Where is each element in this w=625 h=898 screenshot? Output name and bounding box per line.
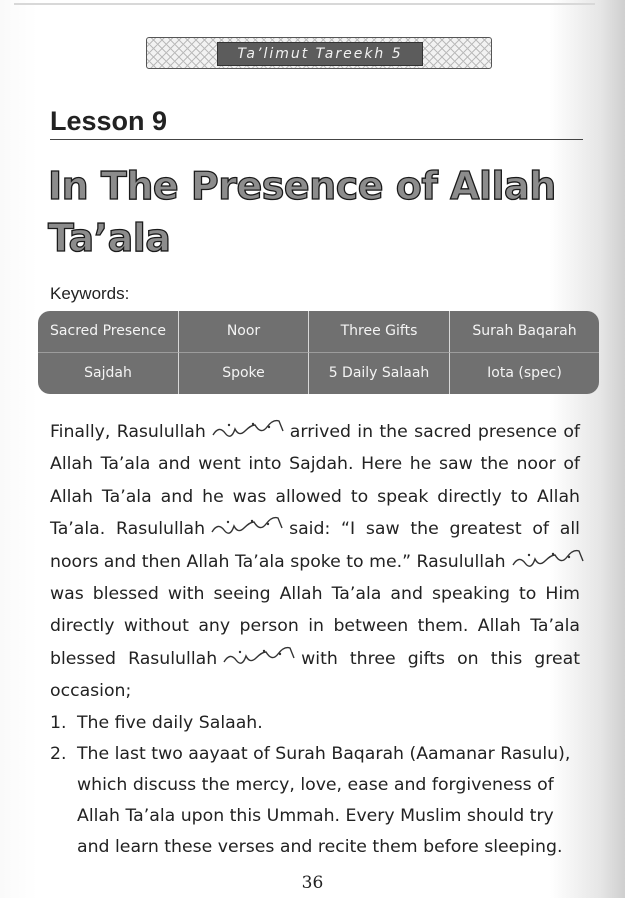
body-line: Allah Ta’ala and went into Sajdah. Here he saw the noor of [50, 454, 580, 475]
saw-calligraphy-icon [208, 516, 286, 538]
keyword-cell: Sajdah [38, 353, 179, 395]
body-line: blessed Rasulullah with three gifts on this great [50, 643, 580, 675]
keyword-cell: Surah Baqarah [450, 311, 599, 353]
body-line: Finally, Rasulullah arrived in the sacred presence of [50, 416, 580, 448]
keyword-cell: Spoke [179, 353, 309, 395]
list-item [50, 739, 580, 863]
keyword-cell: Iota (spec) [487, 365, 562, 382]
keyword-cell: Noor [179, 311, 309, 353]
keywords-label: Keywords: [50, 284, 130, 303]
list-item [50, 708, 580, 739]
body-line: noors and then Allah Ta’ala spoke to me.” Rasulullah [50, 546, 580, 578]
body-line: Ta’ala. Rasulullah said: “I saw the greatest of all [50, 513, 580, 545]
lesson-title-line-2: Ta’ala [48, 216, 171, 260]
header-banner [146, 37, 492, 69]
keyword-cell: Sacred Presence [38, 311, 179, 353]
lesson-title-line-1: In The Presence of Allah [48, 164, 556, 208]
page-number: 36 [301, 873, 324, 893]
lesson-body-paragraph [50, 416, 580, 708]
body-line: directly without any person in between them. Allah Ta’ala [50, 616, 580, 637]
lesson-title [48, 160, 588, 264]
keywords-table [38, 311, 599, 394]
body-line: was blessed with seeing Allah Ta’ala and speaking to Him [50, 584, 580, 605]
list-item-number: 1. [50, 713, 67, 733]
keyword-cell: 5 Daily Salaah [309, 353, 450, 395]
page-top-edge [14, 3, 595, 5]
lesson-number: Lesson 9 [50, 106, 168, 136]
keyword-cell: Three Gifts [309, 311, 450, 353]
saw-calligraphy-icon [509, 549, 587, 571]
body-line: Allah Ta’ala and he was allowed to speak directly to Allah [50, 486, 580, 507]
gifts-list [50, 708, 580, 863]
list-item-text: The last two aayaat of Surah Baqarah (Aamanar Rasulu), which discuss the mercy, love, ease and forgiveness of Allah Ta’ala upon this Ummah. Every Muslim should try and learn these verses and recite them before sleeping. [77, 744, 571, 857]
saw-calligraphy-icon [209, 419, 287, 441]
body-line: occasion; [50, 681, 132, 702]
book-title: Ta’limut Tareekh 5 [217, 42, 423, 66]
lesson-divider [50, 139, 583, 140]
saw-calligraphy-icon [220, 646, 298, 668]
list-item-number: 2. [50, 744, 67, 764]
list-item-text: The five daily Salaah. [77, 713, 263, 733]
